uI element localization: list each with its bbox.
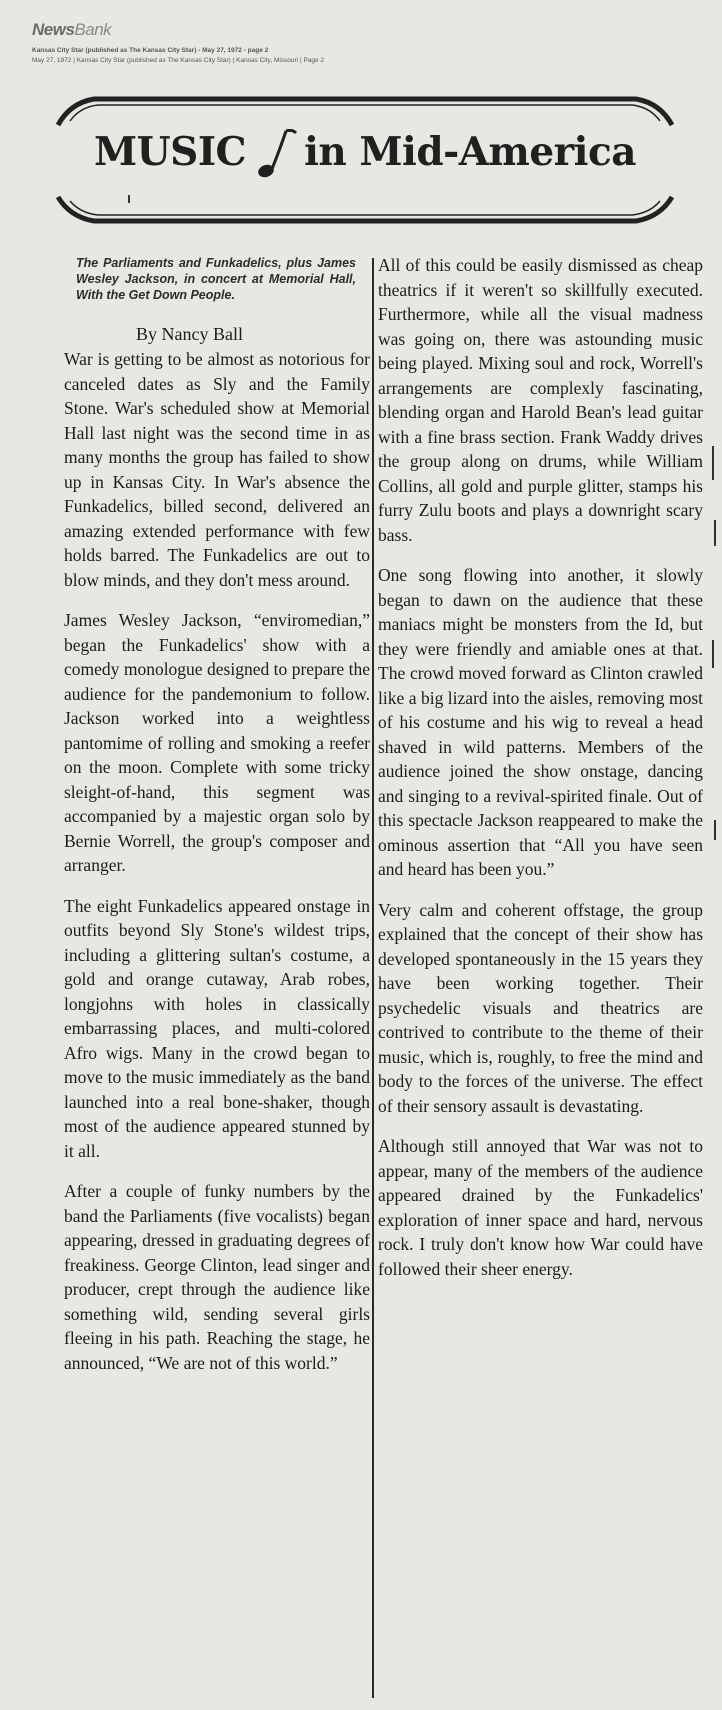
citation-line: Kansas City Star (published as The Kansas City Star) - May 27, 1972 - page 2: [32, 47, 269, 54]
paragraph: Very calm and coherent offstage, the group explained that the concept of their show has developed spontaneously in the 15 years they have been working together. Their psychedelic visuals and theatrics are contrived to contribute to the theme of their music, which is, roughly, to free the mind and body to the forces of the universe. The effect of their sensory assault is devastating.: [378, 899, 703, 1116]
masthead-title: [50, 129, 680, 179]
margin-mark: [712, 446, 714, 480]
byline: By Nancy Ball: [136, 324, 243, 344]
paragraph: James Wesley Jackson, “enviromedian,” began the Funkadelics' show with a comedy monologue designed to prepare the audience for the pandemonium to follow. Jackson worked into a weightless pantomime of rolling and smoking a reefer on the moon. Complete with some tricky sleight-of-hand, this segment was accompanied by a majestic organ solo by Bernie Worrell, the group's composer and arranger.: [64, 610, 370, 875]
paragraph: All of this could be easily dismissed as cheap theatrics if it weren't so skillfully executed. Furthermore, while all the visual madness was going on, there was astounding music being played. Mixing soul and rock, Worrell's arrangements are complexly fascinating, blending organ and Harold Bean's lead guitar with a fine brass section. Frank Waddy drives the group along on drums, while William Collins, all gold and purple glitter, stamps his furry Zulu boots and plays a downright scary bass.: [378, 255, 703, 545]
left-column: [64, 255, 370, 1391]
title-mid-america: in Mid-America: [304, 129, 637, 175]
newsbank-logo: [32, 20, 111, 40]
paragraph: War is getting to be almost as notorious for canceled dates as Sly and the Family Stone. War's scheduled show at Memorial Hall last night was the second time in as many months the group has failed to show up in Kansas City. In War's absence the Funkadelics, billed second, delivered an amazing extended performance with few holds barred. The Funkadelics are out to blow minds, and they don't mess around.: [64, 349, 370, 590]
article-deck: The Parliaments and Funkadelics, plus James Wesley Jackson, in concert at Memorial Hall, With the Get Down People.: [76, 256, 356, 302]
music-note-icon: [246, 129, 304, 179]
paragraph: Although still annoyed that War was not to appear, many of the members of the audience appeared drained by the Funkadelics' exploration of inner space and hard, nervous rock. I truly don't know how War could have followed their sheer energy.: [378, 1136, 703, 1279]
logo-main: News: [32, 20, 75, 39]
paragraph: After a couple of funky numbers by the band the Parliaments (five vocalists) began appearing, dressed in graduating degrees of freakiness. George Clinton, lead singer and producer, crept through the audience like something wild, sending several girls fleeing in his path. Reaching the stage, he announced, “We are not of this world.”: [64, 1181, 370, 1373]
citation-detail-line: May 27, 1972 | Kansas City Star (published as The Kansas City Star) | Kansas City, Missouri | Page 2: [32, 57, 325, 64]
column-divider: [372, 258, 374, 1698]
paragraph: The eight Funkadelics appeared onstage in outfits beyond Sly Stone's wildest trips, including a glittering sultan's costume, a gold and orange cutaway, Arab robes, longjohns with holes in classically embarrassing places, and multi-colored Afro wigs. Many in the crowd began to move to the music immediately as the band launched into a real bone-shaker, though most of the audience appeared stunned by it all.: [64, 895, 370, 1161]
masthead: [50, 85, 680, 235]
logo-sub: Bank: [74, 20, 112, 39]
margin-mark: [714, 820, 716, 840]
margin-mark: [712, 640, 714, 668]
margin-mark: [714, 520, 716, 546]
paragraph: One song flowing into another, it slowly began to dawn on the audience that these maniacs might be monsters from the Id, but they were friendly and amiable ones at that. The crowd moved forward as Clinton crawled like a big lizard into the aisles, removing most of his costume and his wig to reveal a head shaved in wild patterns. Members of the audience joined the show onstage, dancing and singing to a revival-spirited finale. Out of this spectacle Jackson reappeared to make the ominous assertion that “All you have seen and heard has been you.”: [378, 565, 703, 879]
right-column: [378, 253, 703, 1297]
title-music: MUSIC: [93, 129, 247, 175]
